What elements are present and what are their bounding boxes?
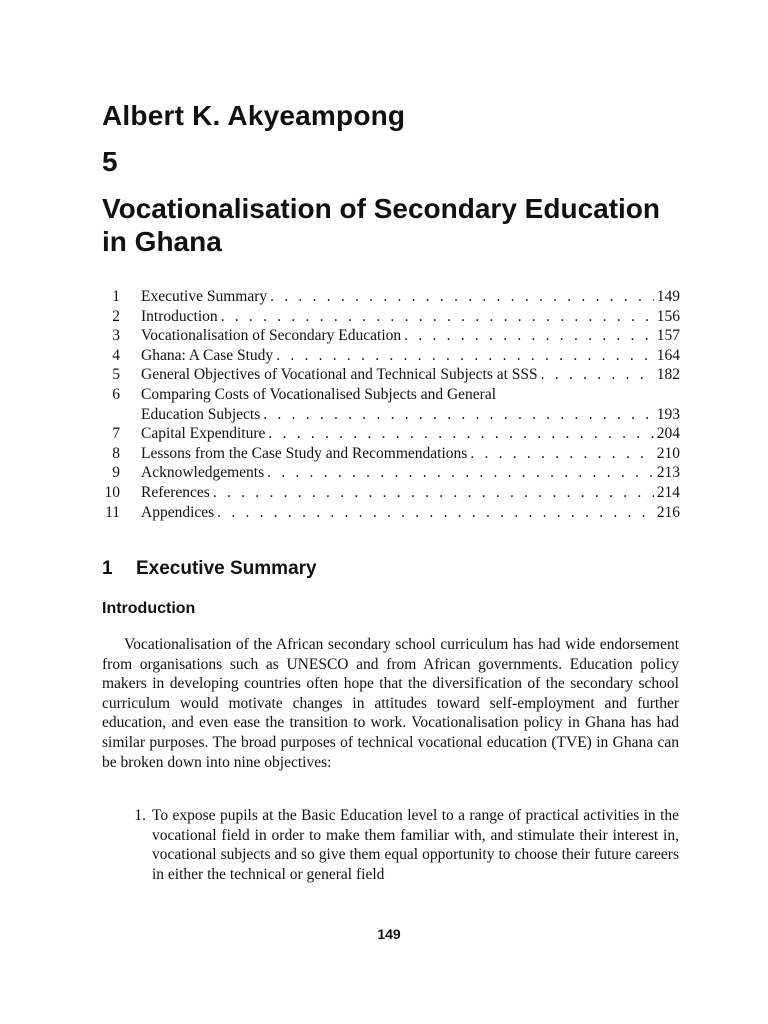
toc-entry-number: 2: [112, 307, 120, 325]
toc-entry: [96, 307, 680, 327]
toc-entry-body: [141, 287, 680, 307]
toc-entry: [96, 346, 680, 366]
toc-entry-number: 4: [112, 346, 120, 364]
toc-entry: [96, 424, 680, 444]
toc-dot-leader: [213, 483, 654, 503]
toc-dot-leader: [541, 365, 654, 385]
toc-dot-leader: [404, 326, 654, 346]
toc-entry-number: 1: [112, 288, 120, 305]
toc-dot-leader: [270, 287, 654, 307]
chapter-number: 5: [102, 146, 118, 177]
toc-entry-line: [141, 326, 680, 346]
toc-entry-title: Comparing Costs of Vocationalised Subjects and General: [141, 385, 497, 403]
toc-entry-page: 210: [656, 444, 680, 462]
toc-entry-line: [141, 346, 680, 366]
toc-entry: [96, 365, 680, 385]
toc-entry: [96, 463, 680, 483]
section-number: 1: [102, 558, 113, 579]
toc-entry-body: [141, 385, 680, 424]
table-of-contents: [96, 287, 680, 522]
toc-entry: [96, 326, 680, 346]
toc-entry-page: 157: [656, 327, 680, 345]
toc-dot-leader: [267, 463, 654, 483]
toc-entry: [96, 503, 680, 523]
toc-entry-line: [141, 365, 680, 385]
toc-entry: [96, 444, 680, 464]
toc-entry: [96, 483, 680, 503]
toc-entry-title: General Objectives of Vocational and Technical Subjects at SSS: [141, 366, 538, 384]
toc-entry-number: 7: [112, 425, 120, 443]
toc-entry-body: [141, 444, 680, 464]
toc-entry-body: [141, 307, 680, 327]
page-number: 149: [377, 926, 401, 942]
toc-entry-line: [141, 307, 680, 327]
section-title: Executive Summary: [136, 558, 317, 579]
toc-entry-line: [141, 405, 680, 425]
section-heading: [102, 557, 317, 581]
toc-dot-leader: [470, 444, 653, 464]
toc-entry-number: 10: [104, 483, 120, 501]
toc-entry-page: 149: [656, 288, 680, 305]
toc-entry-body: [141, 424, 680, 444]
toc-entry-line: [141, 503, 680, 523]
chapter-author: Albert K. Akyeampong: [102, 100, 406, 131]
toc-entry-number: 8: [112, 444, 120, 462]
toc-dot-leader: [217, 503, 654, 523]
toc-dot-leader: [276, 346, 654, 366]
toc-entry-line: [141, 483, 680, 503]
toc-entry-body: [141, 346, 680, 366]
toc-entry-number: 6: [112, 385, 120, 403]
toc-entry-number: 9: [112, 464, 120, 482]
body-paragraph: Vocationalisation of the African secondary school curriculum has had wide endorsement from organisations such as UNESCO and from African governments. Education policy makers in developing countries often hope that the diversification of the secondary school curriculum would motivate changes in attitudes toward self-employment and further education, and even ease the transition to work. Vocationalisation policy in Ghana has had similar purposes. The broad purposes of technical vocational education (TVE) in Ghana can be broken down into nine objectives:: [102, 636, 679, 771]
toc-entry-line: [141, 385, 680, 405]
toc-entry-page: 193: [656, 405, 680, 423]
toc-entry-line: [141, 463, 680, 483]
toc-entry-title: Appendices: [141, 503, 215, 521]
list-item-number: 1.: [134, 807, 146, 824]
toc-entry: [96, 287, 680, 307]
toc-entry-title: Ghana: A Case Study: [141, 346, 274, 364]
toc-entry: [96, 385, 680, 424]
toc-entry-body: [141, 463, 680, 483]
list-item-text: To expose pupils at the Basic Education level to a range of practical activities in the vocational field in order to make them familiar with, and stimulate their interest in, vocational subjects and so give them equal opportunity to choose their future careers in either the technical or general field: [152, 807, 679, 883]
toc-entry-title: Education Subjects: [141, 405, 261, 423]
toc-entry-body: [141, 326, 680, 346]
toc-entry-page: 216: [656, 503, 680, 521]
toc-entry-line: [141, 287, 680, 307]
toc-entry-page: 214: [656, 483, 680, 501]
toc-entry-title: Executive Summary: [141, 288, 268, 305]
toc-entry-title: References: [141, 483, 210, 501]
toc-entry-number: 5: [112, 366, 120, 384]
toc-entry-line: [141, 444, 680, 464]
toc-entry-title: Vocationalisation of Secondary Education: [141, 327, 402, 345]
chapter-title: Vocationalisation of Secondary Education in Ghana: [102, 193, 661, 257]
toc-entry-line: [141, 424, 680, 444]
toc-entry-number: 11: [105, 503, 120, 521]
toc-entry-page: 164: [656, 346, 680, 364]
toc-entry-page: 182: [656, 366, 680, 384]
toc-dot-leader: [263, 405, 654, 425]
subsection-heading: Introduction: [102, 600, 196, 617]
toc-entry-title: Lessons from the Case Study and Recommendations: [141, 444, 468, 462]
toc-dot-leader: [268, 424, 653, 444]
toc-entry-body: [141, 503, 680, 523]
toc-entry-body: [141, 365, 680, 385]
toc-dot-leader: [221, 307, 654, 327]
toc-entry-title: Acknowledgements: [141, 464, 265, 482]
toc-entry-title: Introduction: [141, 307, 218, 325]
list-item: [102, 806, 679, 884]
toc-entry-page: 156: [656, 307, 680, 325]
objectives-list: [102, 806, 679, 884]
toc-entry-page: 213: [656, 464, 680, 482]
toc-entry-page: 204: [656, 425, 680, 443]
toc-entry-number: 3: [112, 327, 120, 345]
toc-entry-body: [141, 483, 680, 503]
toc-entry-title: Capital Expenditure: [141, 425, 266, 443]
